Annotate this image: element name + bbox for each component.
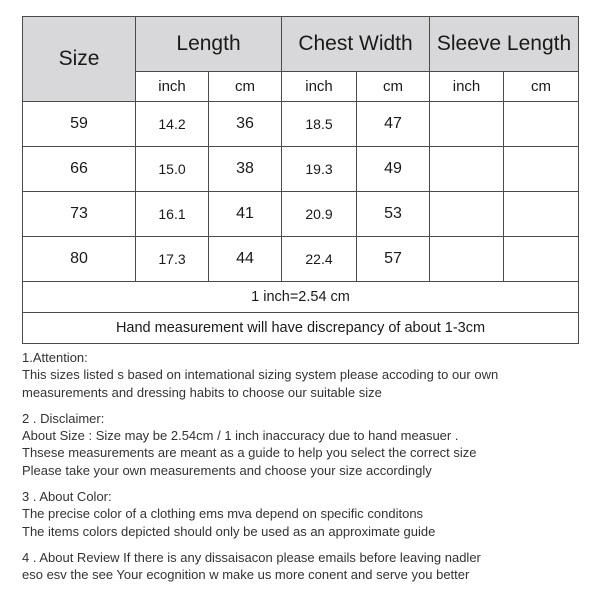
cell-length-inch: 15.0 bbox=[136, 147, 209, 192]
cell-chest-inch: 19.3 bbox=[282, 147, 357, 192]
cell-sleeve-cm bbox=[504, 147, 579, 192]
note-line: eso esv the see Your ecognition w make us more conent and serve you better bbox=[22, 567, 470, 583]
note-line: About Size : Size may be 2.54cm / 1 inch inaccuracy due to hand measuer . bbox=[22, 428, 459, 444]
note-line: The precise color of a clothing ems mva depend on specific conditons bbox=[22, 506, 424, 522]
cell-size: 73 bbox=[23, 192, 136, 237]
conversion-note-row bbox=[23, 282, 579, 313]
cell-length-cm: 44 bbox=[209, 237, 282, 282]
header-sleeve-length: Sleeve Length bbox=[430, 17, 579, 72]
cell-chest-inch: 22.4 bbox=[282, 237, 357, 282]
cell-length-cm: 36 bbox=[209, 102, 282, 147]
measurement-note-row bbox=[23, 313, 579, 344]
note-title: 3 . About Color: bbox=[22, 489, 112, 505]
cell-length-inch: 16.1 bbox=[136, 192, 209, 237]
cell-chest-inch: 20.9 bbox=[282, 192, 357, 237]
size-chart-table bbox=[22, 16, 579, 344]
note-line: This sizes listed s based on intemational sizing system please accoding to our own bbox=[22, 367, 499, 383]
table-row bbox=[23, 102, 579, 147]
cell-sleeve-inch bbox=[430, 147, 504, 192]
table-row bbox=[23, 147, 579, 192]
cell-sleeve-cm bbox=[504, 102, 579, 147]
unit-sleeve-cm: cm bbox=[504, 72, 579, 102]
note-line: The items colors depicted should only be used as an approximate guide bbox=[22, 523, 436, 539]
note-disclaimer bbox=[22, 410, 582, 479]
cell-sleeve-inch bbox=[430, 237, 504, 282]
note-about-review bbox=[22, 549, 582, 584]
note-attention bbox=[22, 349, 582, 401]
cell-sleeve-cm bbox=[504, 192, 579, 237]
unit-length-inch: inch bbox=[136, 72, 209, 102]
note-title: 2 . Disclaimer: bbox=[22, 410, 105, 426]
unit-length-cm: cm bbox=[209, 72, 282, 102]
cell-length-cm: 38 bbox=[209, 147, 282, 192]
header-size: Size bbox=[23, 17, 136, 102]
cell-length-inch: 17.3 bbox=[136, 237, 209, 282]
unit-sleeve-inch: inch bbox=[430, 72, 504, 102]
header-chest-width: Chest Width bbox=[282, 17, 430, 72]
header-row bbox=[23, 17, 579, 72]
notes-section bbox=[22, 349, 582, 593]
cell-size: 66 bbox=[23, 147, 136, 192]
cell-sleeve-inch bbox=[430, 192, 504, 237]
measurement-note: Hand measurement will have discrepancy of about 1-3cm bbox=[23, 313, 579, 344]
cell-length-cm: 41 bbox=[209, 192, 282, 237]
cell-sleeve-inch bbox=[430, 102, 504, 147]
note-line: Please take your own measurements and choose your size accordingly bbox=[22, 462, 432, 478]
note-title: 1.Attention: bbox=[22, 350, 88, 365]
cell-size: 80 bbox=[23, 237, 136, 282]
cell-chest-cm: 49 bbox=[357, 147, 430, 192]
cell-chest-cm: 47 bbox=[357, 102, 430, 147]
cell-chest-cm: 57 bbox=[357, 237, 430, 282]
cell-length-inch: 14.2 bbox=[136, 102, 209, 147]
table-row bbox=[23, 192, 579, 237]
unit-chest-inch: inch bbox=[282, 72, 357, 102]
note-line: Thsese measurements are meant as a guide to help you select the correct size bbox=[22, 445, 477, 461]
table-row bbox=[23, 237, 579, 282]
cell-chest-cm: 53 bbox=[357, 192, 430, 237]
cell-sleeve-cm bbox=[504, 237, 579, 282]
header-length: Length bbox=[136, 17, 282, 72]
cell-size: 59 bbox=[23, 102, 136, 147]
cell-chest-inch: 18.5 bbox=[282, 102, 357, 147]
note-about-color bbox=[22, 488, 582, 540]
note-line: measurements and dressing habits to choose our suitable size bbox=[22, 384, 382, 400]
note-title: 4 . About Review If there is any dissaisacon please emails before leaving nadler bbox=[22, 549, 481, 565]
conversion-note: 1 inch=2.54 cm bbox=[23, 282, 579, 313]
unit-chest-cm: cm bbox=[357, 72, 430, 102]
